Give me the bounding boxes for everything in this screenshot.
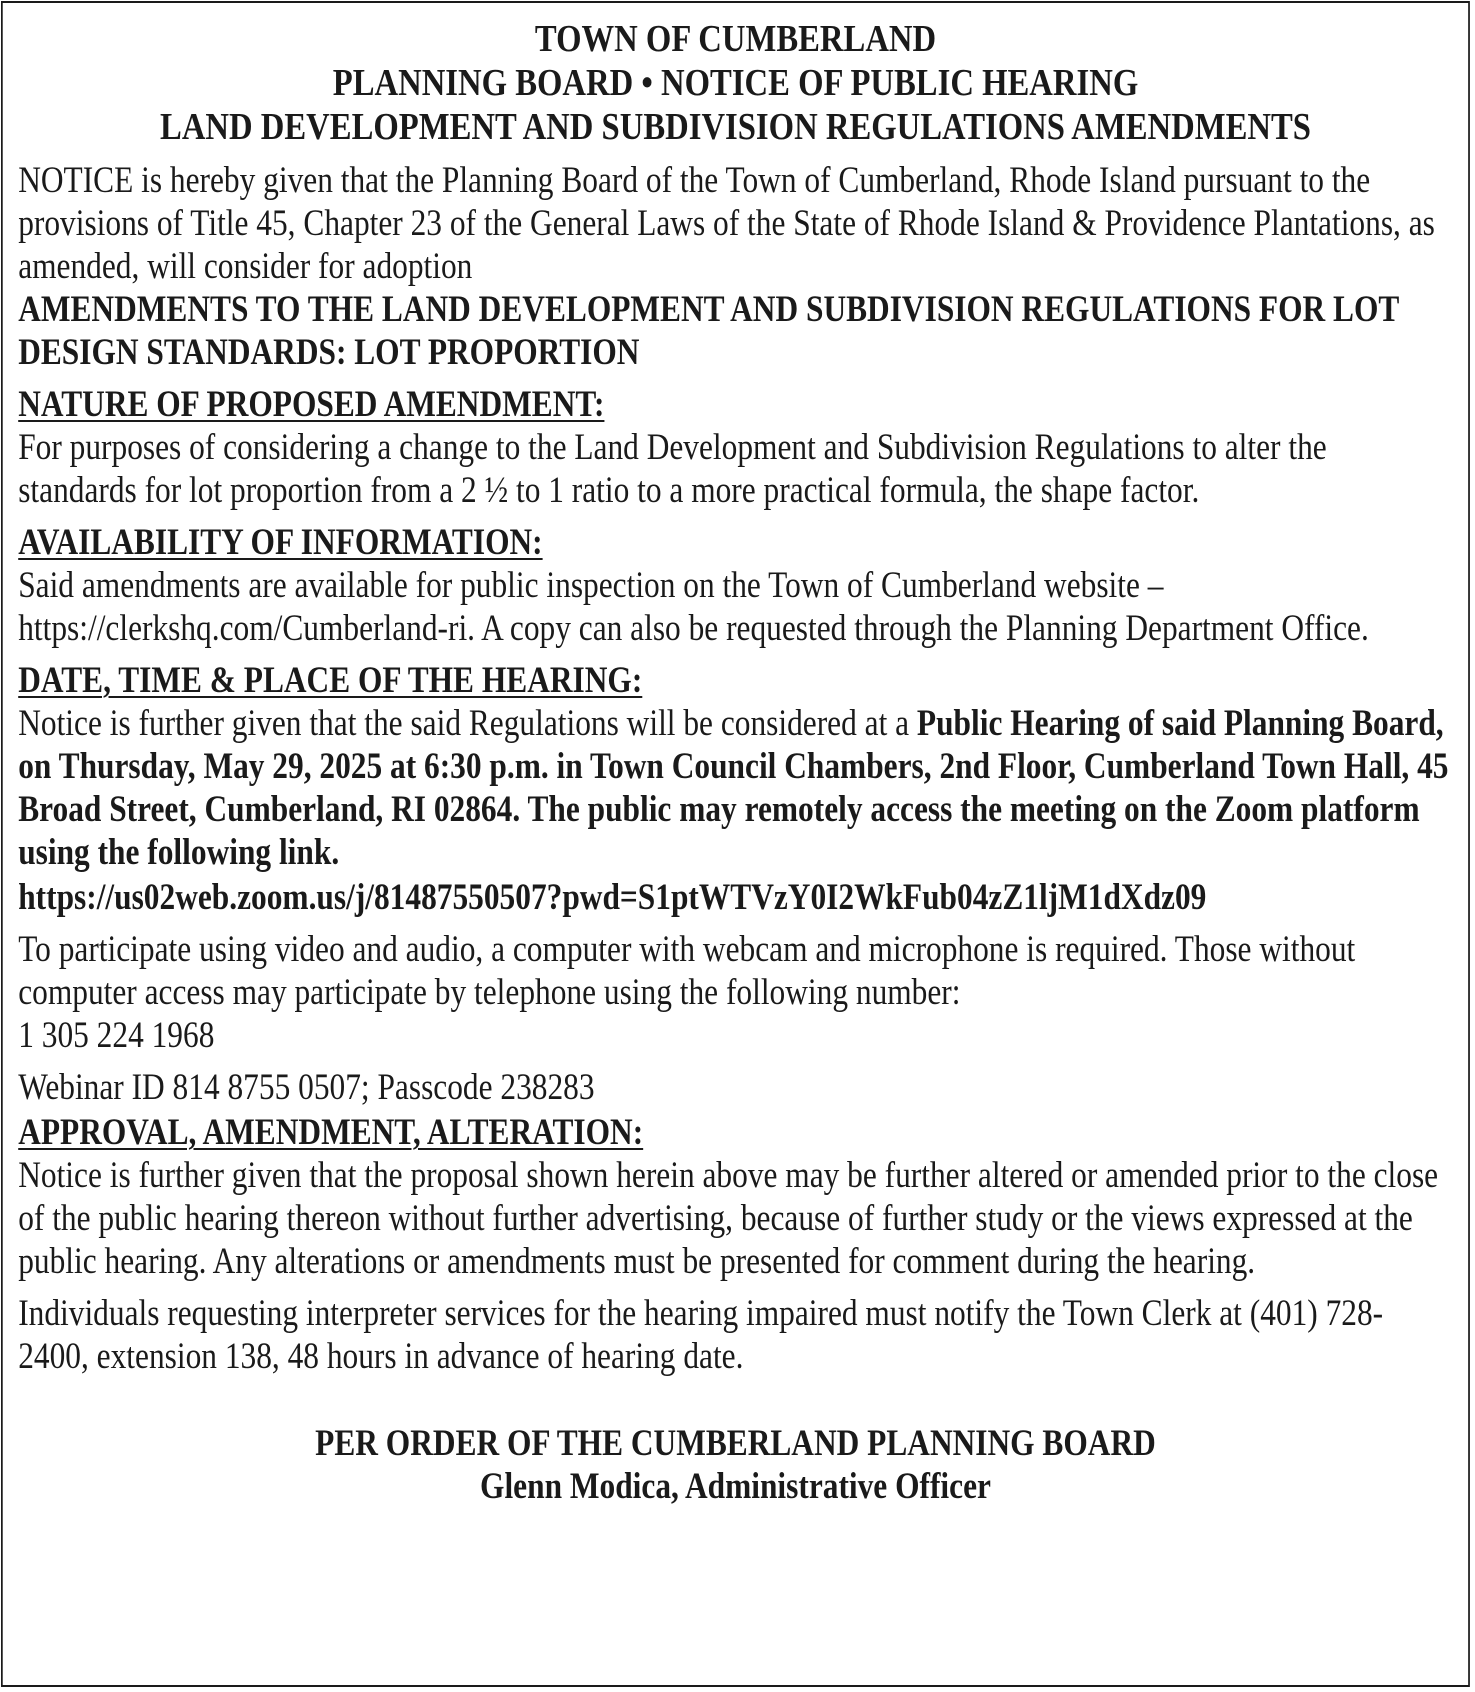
public-notice [1,1,1470,1687]
amendment-title: AMENDMENTS TO THE LAND DEVELOPMENT AND SUBDIVISION REGULATIONS FOR LOT DESIGN STANDARDS: LOT PROPORTION [18,288,1399,372]
zoom-link[interactable]: https://us02web.zoom.us/j/81487550507?pwd=S1ptWTVzY0I2WkFub04zZ1ljM1dXdz09 [18,876,1207,917]
footer-order: PER ORDER OF THE CUMBERLAND PLANNING BOARD [315,1422,1156,1463]
hearing-text-plain: Notice is further given that the said Regulations will be considered at a [18,702,917,743]
hearing-text [18,701,1453,873]
nature-text: For purposes of considering a change to the Land Development and Subdivision Regulations to alter the standards for lot proportion from a 2 ½ to 1 ratio to a more practical formula, the shape factor. [18,426,1327,510]
availability-text: Said amendments are available for public inspection on the Town of Cumberland website – https://clerkshq.com/Cumberland-ri. A copy can also be requested through the Planning Department Office. [18,564,1369,648]
notice-footer [18,1421,1453,1507]
hearing-heading: DATE, TIME & PLACE OF THE HEARING: [18,659,643,700]
approval-text: Notice is further given that the proposal shown herein above may be further altered or amended prior to the close of the public hearing thereon without further advertising, because of further study or the views expressed at the public hearing. Any alterations or amendments must be presented for comment during the hearing. [18,1154,1439,1281]
hearing-text-bold: Public Hearing of said Planning Board, on Thursday, May 29, 2025 at 6:30 p.m. in Town Council Chambers, 2nd Floor, Cumberland Town Hall, 45 Broad Street, Cumberland, RI 02864. The public may remotely access the meeting on the Zoom platform using the following link. [18,702,1449,872]
webinar-info: Webinar ID 814 8755 0507; Passcode 238283 [18,1066,595,1107]
header-subject: LAND DEVELOPMENT AND SUBDIVISION REGULATIONS AMENDMENTS [160,106,1311,148]
header-board: PLANNING BOARD • NOTICE OF PUBLIC HEARING [332,62,1139,104]
footer-signatory: Glenn Modica, Administrative Officer [480,1465,991,1506]
interpreter-text: Individuals requesting interpreter services for the hearing impaired must notify the Town Clerk at (401) 728-2400, extension 138, 48 hours in advance of hearing date. [18,1292,1384,1376]
intro-paragraph: NOTICE is hereby given that the Planning Board of the Town of Cumberland, Rhode Island pursuant to the provisions of Title 45, Chapter 23 of the General Laws of the State of Rhode Island & Providence Plantations, as amended, will consider for adoption [18,159,1435,286]
participation-text: To participate using video and audio, a computer with webcam and microphone is required. Those without computer access may participate by telephone using the following number: [18,928,1356,1012]
approval-heading: APPROVAL, AMENDMENT, ALTERATION: [18,1111,644,1152]
header-town: TOWN OF CUMBERLAND [534,18,937,60]
nature-heading: NATURE OF PROPOSED AMENDMENT: [18,383,605,424]
phone-number: 1 305 224 1968 [18,1014,215,1055]
notice-header [18,17,1453,149]
availability-heading: AVAILABILITY OF INFORMATION: [18,521,543,562]
